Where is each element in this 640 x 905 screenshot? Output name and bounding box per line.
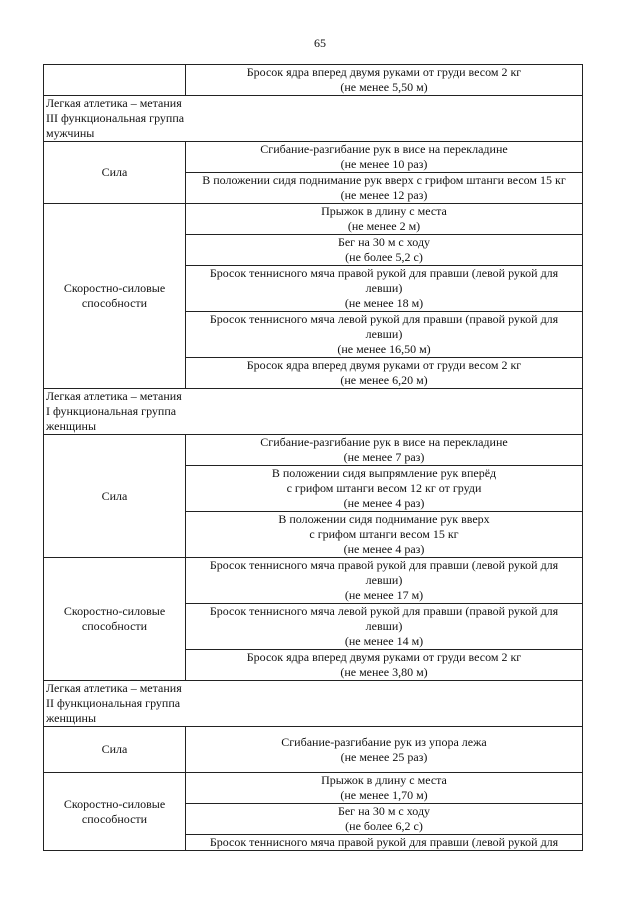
- exercise-cell: [186, 65, 583, 96]
- exercise-norm: (не менее 6,20 м): [340, 373, 428, 387]
- table-row: [44, 142, 583, 173]
- exercise-norm: (не менее 17 м): [344, 588, 424, 602]
- exercise-text: Бросок теннисного мяча правой рукой для правши (левой рукой для: [209, 266, 559, 280]
- section-header-row: [44, 681, 583, 727]
- section-header: [44, 681, 583, 727]
- exercise-text: Бросок ядра вперед двумя руками от груди весом 2 кг: [246, 650, 522, 664]
- norms-table: [43, 64, 583, 851]
- table-row: [44, 727, 583, 773]
- exercise-text: Бросок теннисного мяча правой рукой для правши (левой рукой для: [209, 558, 559, 572]
- exercise-cell: [186, 558, 583, 604]
- exercise-text: Сгибание-разгибание рук из упора лежа: [281, 734, 487, 749]
- exercise-cell: [186, 266, 583, 312]
- section-gender: мужчины: [46, 126, 95, 140]
- exercise-norm: (не менее 16,50 м): [337, 342, 431, 356]
- category-text: Скоростно-силовые: [63, 796, 166, 811]
- section-header-row: [44, 389, 583, 435]
- exercise-norm: (не менее 14 м): [344, 634, 424, 648]
- category-text: способности: [81, 296, 148, 310]
- exercise-cell: [186, 835, 583, 851]
- exercise-text: Сгибание-разгибание рук в висе на перекладине: [260, 435, 508, 449]
- category-cell: [44, 204, 186, 389]
- exercise-cell: [186, 312, 583, 358]
- exercise-text: Бросок теннисного мяча правой рукой для правши (левой рукой для: [209, 835, 559, 849]
- exercise-text: левши): [365, 281, 403, 295]
- exercise-norm: (не менее 5,50 м): [340, 80, 428, 94]
- section-sport: Легкая атлетика – метания: [46, 96, 182, 110]
- exercise-norm: (не менее 2 м): [347, 219, 421, 233]
- exercise-cell: [186, 358, 583, 389]
- category-text: способности: [81, 811, 148, 826]
- exercise-text: Прыжок в длину с места: [321, 204, 447, 218]
- exercise-cell: [186, 604, 583, 650]
- page-number: 65: [314, 36, 326, 50]
- section-gender: женщины: [46, 711, 97, 725]
- exercise-norm: (не менее 4 раз): [343, 542, 425, 556]
- exercise-text: Сгибание-разгибание рук в висе на перекладине: [260, 142, 508, 156]
- category-cell: [44, 773, 186, 851]
- exercise-text: В положении сидя выпрямление рук вперёд: [271, 466, 497, 480]
- exercise-norm: (не более 6,2 с): [345, 819, 423, 833]
- table-row: [44, 435, 583, 466]
- exercise-cell: [186, 773, 583, 804]
- exercise-cell: [186, 235, 583, 266]
- category-text: Скоростно-силовые: [63, 604, 166, 618]
- exercise-norm: (не менее 12 раз): [340, 188, 428, 202]
- exercise-text: Бег на 30 м с ходу: [337, 804, 431, 818]
- section-sport: Легкая атлетика – метания: [46, 681, 182, 695]
- exercise-norm: (не менее 7 раз): [343, 450, 425, 464]
- exercise-text: левши): [365, 619, 403, 633]
- category-cell: [44, 558, 186, 681]
- exercise-text: левши): [365, 327, 403, 341]
- section-group: I функциональная группа: [46, 404, 177, 418]
- section-gender: женщины: [46, 419, 97, 433]
- exercise-cell: [186, 650, 583, 681]
- section-sport: Легкая атлетика – метания: [46, 389, 182, 403]
- exercise-text: Бросок ядра вперед двумя руками от груди весом 2 кг: [246, 358, 522, 372]
- exercise-cell: [186, 512, 583, 558]
- exercise-cell: [186, 204, 583, 235]
- category-cell-empty: [44, 65, 186, 96]
- exercise-cell: [186, 435, 583, 466]
- section-header: [44, 389, 583, 435]
- table-row: [44, 558, 583, 604]
- section-header-row: [44, 96, 583, 142]
- table-row: [44, 204, 583, 235]
- exercise-norm: (не менее 18 м): [344, 296, 424, 310]
- exercise-text: Бросок теннисного мяча левой рукой для правши (правой рукой для: [209, 604, 559, 618]
- exercise-text: с грифом штанги весом 12 кг от груди: [286, 481, 482, 495]
- exercise-norm: (не менее 3,80 м): [340, 665, 428, 679]
- category-cell: Сила: [44, 727, 186, 773]
- category-cell: Сила: [44, 142, 186, 204]
- category-text: способности: [81, 619, 148, 633]
- exercise-norm: (не менее 4 раз): [343, 496, 425, 510]
- exercise-cell: [186, 804, 583, 835]
- category-text: Скоростно-силовые: [63, 281, 166, 295]
- exercise-cell: [186, 173, 583, 204]
- exercise-text: Прыжок в длину с места: [321, 773, 447, 787]
- exercise-text: с грифом штанги весом 15 кг: [309, 527, 459, 541]
- exercise-cell: [186, 142, 583, 173]
- section-group: II функциональная группа: [46, 696, 181, 710]
- table-row: [44, 65, 583, 96]
- exercise-norm: (не менее 1,70 м): [340, 788, 428, 802]
- exercise-norm: (не менее 25 раз): [340, 749, 428, 764]
- category-cell: Сила: [44, 435, 186, 558]
- exercise-text: Бег на 30 м с ходу: [337, 235, 431, 249]
- exercise-norm: (не более 5,2 с): [345, 250, 423, 264]
- exercise-text: Бросок теннисного мяча левой рукой для правши (правой рукой для: [209, 312, 559, 326]
- table-row: [44, 773, 583, 804]
- exercise-text: левши): [365, 573, 403, 587]
- exercise-norm: (не менее 10 раз): [340, 157, 428, 171]
- section-group: III функциональная группа: [46, 111, 185, 125]
- exercise-text: В положении сидя поднимание рук вверх с грифом штанги весом 15 кг: [202, 173, 566, 187]
- exercise-text: Бросок ядра вперед двумя руками от груди весом 2 кг: [246, 65, 522, 79]
- section-header: [44, 96, 583, 142]
- exercise-text: В положении сидя поднимание рук вверх: [278, 512, 490, 526]
- exercise-cell: [186, 466, 583, 512]
- exercise-cell: [186, 727, 583, 773]
